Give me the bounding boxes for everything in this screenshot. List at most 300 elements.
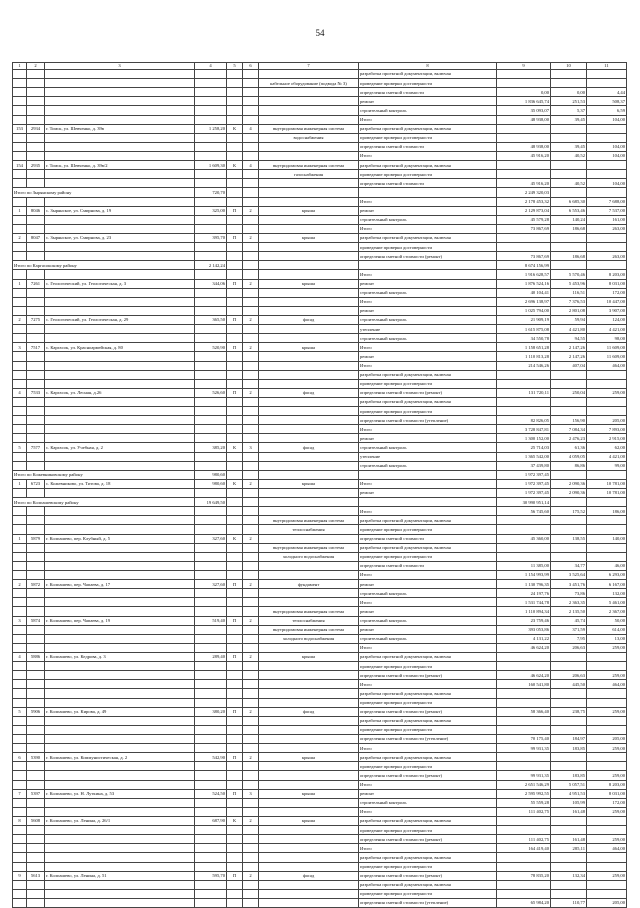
table-cell: К [227,816,243,825]
table-cell [259,889,359,898]
table-cell [227,516,243,525]
table-row [13,889,627,898]
page-number: 54 [315,28,325,38]
table-cell: Итого [359,507,497,516]
table-cell [45,880,195,889]
table-cell [45,224,195,233]
table-cell: 2 135,50 [551,607,587,616]
table-cell [27,297,45,306]
table-cell [259,716,359,725]
table-cell [587,516,627,525]
table-cell: утепление [359,452,497,461]
table-cell [497,370,551,379]
table-cell [227,197,243,206]
table-cell [195,853,227,862]
table-cell [259,361,359,370]
table-cell: 4 [243,124,259,133]
table-cell: 94,55 [551,334,587,343]
table-cell [587,161,627,170]
table-cell: 5608 [27,816,45,825]
table-cell: 1 531 744,78 [497,598,551,607]
table-cell [195,798,227,807]
table-cell [27,434,45,443]
table-cell [227,898,243,907]
table-cell: 2 147,26 [551,343,587,352]
table-cell: внутридомовая инженерная система [259,625,359,634]
table-cell [587,470,627,479]
table-cell [27,425,45,434]
table-cell [13,889,27,898]
table-cell [497,698,551,707]
table-row [13,461,627,470]
table-row [13,771,627,780]
table-cell [27,270,45,279]
table-cell [227,680,243,689]
table-cell [227,179,243,188]
table-cell: с. Зырянское, ул. Смирнова, д. 19 [45,206,195,215]
table-cell [259,844,359,853]
table-cell: 2 476,23 [551,434,587,443]
table-cell [27,115,45,124]
table-cell: 327,60 [195,534,227,543]
table-cell: 140,00 [587,534,627,543]
table-cell [259,534,359,543]
table-cell: 175,52 [551,507,587,516]
table-cell: внутридомовая инженерная система [259,516,359,525]
table-cell [45,297,195,306]
table-cell: 614,00 [587,625,627,634]
table-cell [195,862,227,871]
table-cell: разработка проектной документации, включая [359,653,497,662]
table-cell: определения сметной стоимости [359,534,497,543]
table-cell [497,853,551,862]
table-cell: 2 [243,653,259,662]
table-cell [227,698,243,707]
table-cell [227,288,243,297]
table-cell [45,407,195,416]
table-cell [259,288,359,297]
table-cell: 183,85 [551,744,587,753]
table-cell [587,889,627,898]
header-cell: 3 [45,63,195,70]
table-cell [227,243,243,252]
table-cell [27,179,45,188]
table-cell [227,716,243,725]
header-cell: 1 [13,63,27,70]
table-cell [13,835,27,844]
table-cell [45,352,195,361]
table-cell [195,361,227,370]
table-cell [27,807,45,816]
table-row [13,543,627,552]
table-cell [27,70,45,79]
table-cell [259,853,359,862]
table-cell [587,689,627,698]
table-cell: г. Колпашево, ул. Ленина, д. 51 [45,871,195,880]
table-cell [551,826,587,835]
table-cell: водоснабжения [259,133,359,142]
table-cell [45,425,195,434]
table-row [13,397,627,406]
table-cell [497,233,551,242]
table-cell [259,862,359,871]
table-cell: ремонт [359,607,497,616]
table-cell [259,88,359,97]
table-cell [259,561,359,570]
table-cell: с. Кожевниково, ул. Титова, д. 18 [45,479,195,488]
table-row [13,325,627,334]
table-cell: 131 720,11 [497,388,551,397]
total-row [13,261,627,270]
total-row [13,498,627,507]
table-cell: определения сметной стоимости (ремонт) [359,771,497,780]
table-cell: 78 835,20 [497,871,551,880]
table-cell: 73,86 [551,589,587,598]
table-cell: 132,00 [587,589,627,598]
table-cell [551,370,587,379]
table-cell [243,498,259,507]
table-cell [243,634,259,643]
table-cell [13,762,27,771]
table-cell [243,571,259,580]
table-cell: К [227,124,243,133]
table-cell [227,397,243,406]
table-cell [243,379,259,388]
table-cell: 6 [13,753,27,762]
table-cell [195,243,227,252]
table-cell [13,489,27,498]
table-cell [243,589,259,598]
table-cell [243,224,259,233]
table-cell [259,589,359,598]
table-cell [227,425,243,434]
table-cell [27,607,45,616]
table-cell [45,798,195,807]
table-cell [227,151,243,160]
table-cell [13,561,27,570]
table-cell [497,552,551,561]
table-cell: 6 553,46 [551,206,587,215]
table-cell [27,288,45,297]
table-cell: 2 [243,707,259,716]
table-row [13,871,627,880]
table-row [13,343,627,352]
table-cell [551,161,587,170]
table-cell [27,844,45,853]
table-cell: внутридомовая инженерная система [259,543,359,552]
table-cell: с. Каргасок, ул. Лесная, д.26 [45,388,195,397]
table-cell: 1 154 993,99 [497,571,551,580]
table-cell: строительный контроль [359,106,497,115]
table-cell [259,407,359,416]
table-cell [13,589,27,598]
table-cell: 3 [13,616,27,625]
table-cell: 99,00 [587,461,627,470]
table-cell [13,716,27,725]
table-cell: 50,00 [587,616,627,625]
table-cell: 1 [13,206,27,215]
table-cell: П [227,616,243,625]
table-cell [259,680,359,689]
table-cell: ремонт [359,789,497,798]
table-cell [551,862,587,871]
table-cell [27,734,45,743]
table-cell [195,379,227,388]
table-cell: строительный контроль [359,634,497,643]
table-cell [259,416,359,425]
table-row [13,361,627,370]
table-cell: 11 385,00 [497,561,551,570]
table-cell: разработка проектной документации, включая [359,516,497,525]
table-cell: 4 131,22 [497,634,551,643]
table-cell: 45 579,28 [497,215,551,224]
table-cell: строительный контроль [359,443,497,452]
table-row [13,835,627,844]
table-cell [587,243,627,252]
table-cell [227,498,243,507]
table-cell [195,151,227,160]
table-cell [243,325,259,334]
table-cell: определения сметной стоимости (утепление) [359,734,497,743]
table-cell: разработка проектной документации, включая [359,853,497,862]
table-cell [243,461,259,470]
table-cell [551,261,587,270]
table-cell [243,762,259,771]
table-cell [27,516,45,525]
district-total-label: Итого по Зырянскому району [13,188,195,197]
table-cell: 5879 [27,534,45,543]
header-cell: 5 [227,63,243,70]
table-row [13,671,627,680]
table-cell [497,525,551,534]
table-cell [195,807,227,816]
table-cell [227,142,243,151]
table-cell [551,233,587,242]
table-row [13,898,627,907]
table-cell: 206,63 [551,643,587,652]
table-cell [195,434,227,443]
table-cell [243,334,259,343]
table-row [13,826,627,835]
table-cell [195,97,227,106]
table-cell [27,133,45,142]
table-cell [227,561,243,570]
table-row [13,744,627,753]
table-cell [13,334,27,343]
table-cell [195,716,227,725]
table-cell [13,552,27,561]
table-cell [259,598,359,607]
table-cell [227,625,243,634]
table-row [13,762,627,771]
table-cell [27,224,45,233]
table-cell [195,543,227,552]
table-cell [243,361,259,370]
table-cell [195,416,227,425]
table-cell [45,561,195,570]
table-cell [13,306,27,315]
table-cell [551,753,587,762]
table-cell: 393 053,86 [497,625,551,634]
table-cell [359,498,497,507]
table-cell [551,880,587,889]
table-cell [587,133,627,142]
table-cell: 7 [13,789,27,798]
table-cell [243,97,259,106]
table-cell: 2 363,35 [551,598,587,607]
table-cell: 980,60 [195,479,227,488]
table-cell: 3 728 847,81 [497,425,551,434]
table-row [13,370,627,379]
table-row [13,571,627,580]
table-cell: 7275 [27,315,45,324]
table-cell [45,434,195,443]
table-cell [45,370,195,379]
table-row [13,452,627,461]
table-cell: 7577 [27,443,45,452]
table-cell [227,270,243,279]
table-cell [27,452,45,461]
table-row [13,580,627,589]
table-cell: 206,63 [551,671,587,680]
table-cell: 2 [243,388,259,397]
table-cell: 11 609,00 [587,352,627,361]
table-cell: ремонт [359,489,497,498]
table-cell: 154 [13,161,27,170]
table-cell [497,70,551,79]
table-cell [195,598,227,607]
table-row [13,479,627,488]
table-cell [587,79,627,88]
table-cell [243,115,259,124]
table-cell [27,142,45,151]
table-cell [243,543,259,552]
table-cell [195,698,227,707]
table-cell [551,243,587,252]
table-cell: 8 [13,816,27,825]
table-cell: 59,94 [551,315,587,324]
table-cell: с. Геологический, ул. Геологическая, д. 29 [45,315,195,324]
table-row [13,507,627,516]
table-cell [13,79,27,88]
table-row [13,689,627,698]
table-cell: 23 759,46 [497,616,551,625]
table-cell: строительный контроль [359,461,497,470]
table-cell [243,434,259,443]
table-cell: с. Зырянское, ул. Смирнова, д. 23 [45,233,195,242]
table-cell: 3 907,00 [587,306,627,315]
table-cell: 140,24 [551,215,587,224]
table-cell [259,489,359,498]
table-cell [259,434,359,443]
table-cell: крыша [259,279,359,288]
table-cell [27,798,45,807]
table-cell: 4 951,53 [551,789,587,798]
table-cell [45,671,195,680]
table-cell [227,844,243,853]
table-cell: П [227,206,243,215]
table-cell [45,643,195,652]
table-cell: 595,70 [195,871,227,880]
table-row [13,734,627,743]
table-cell: ремонт [359,306,497,315]
table-cell [195,407,227,416]
table-cell [195,516,227,525]
table-cell [243,79,259,88]
table-cell [27,306,45,315]
table-cell: проведение проверки достоверности [359,725,497,734]
table-cell [27,325,45,334]
table-cell [195,689,227,698]
table-cell [551,689,587,698]
header-cell: 2 [27,63,45,70]
table-cell [45,325,195,334]
table-cell: 327,60 [195,580,227,589]
table-cell: 445,50 [551,680,587,689]
table-row [13,179,627,188]
table-cell [27,598,45,607]
table-cell: 2 [13,233,27,242]
table-cell [45,306,195,315]
table-cell [195,771,227,780]
table-cell [13,516,27,525]
table-cell: П [227,753,243,762]
table-cell: 164 419,40 [497,844,551,853]
table-cell: газоснабжения [259,170,359,179]
table-cell: 205,00 [587,416,627,425]
table-cell [195,142,227,151]
table-cell [45,525,195,534]
table-cell [243,689,259,698]
table-cell [195,589,227,598]
table-cell: определения сметной стоимости [359,88,497,97]
table-cell: внутридомовая инженерная система [259,124,359,133]
table-row [13,552,627,561]
table-cell: 132,34 [551,871,587,880]
table-cell [551,525,587,534]
table-cell [227,643,243,652]
table-cell [259,898,359,907]
table-cell: 7533 [27,388,45,397]
total-row [13,188,627,197]
table-cell: 5872 [27,580,45,589]
table-cell [227,780,243,789]
table-cell [27,771,45,780]
table-cell: г. Колпашево, ул. Ленина, д. 26/1 [45,816,195,825]
table-cell [195,70,227,79]
table-cell: 7 084,34 [551,425,587,434]
table-cell [27,552,45,561]
table-cell: 2 [243,233,259,242]
table-cell [259,498,359,507]
table-cell: 8 031,00 [587,279,627,288]
table-row [13,70,627,79]
table-cell [27,79,45,88]
table-cell: 325,00 [195,206,227,215]
table-cell [259,780,359,789]
table-cell: 45 916,20 [497,179,551,188]
table-row [13,243,627,252]
table-cell [551,498,587,507]
table-cell: 5 057,51 [551,780,587,789]
table-cell: 99 931,35 [497,744,551,753]
header-cell: 11 [587,63,627,70]
table-cell [27,826,45,835]
table-cell: 2 [243,616,259,625]
table-cell [243,853,259,862]
table-cell: 73 867,69 [497,224,551,233]
table-cell [259,671,359,680]
